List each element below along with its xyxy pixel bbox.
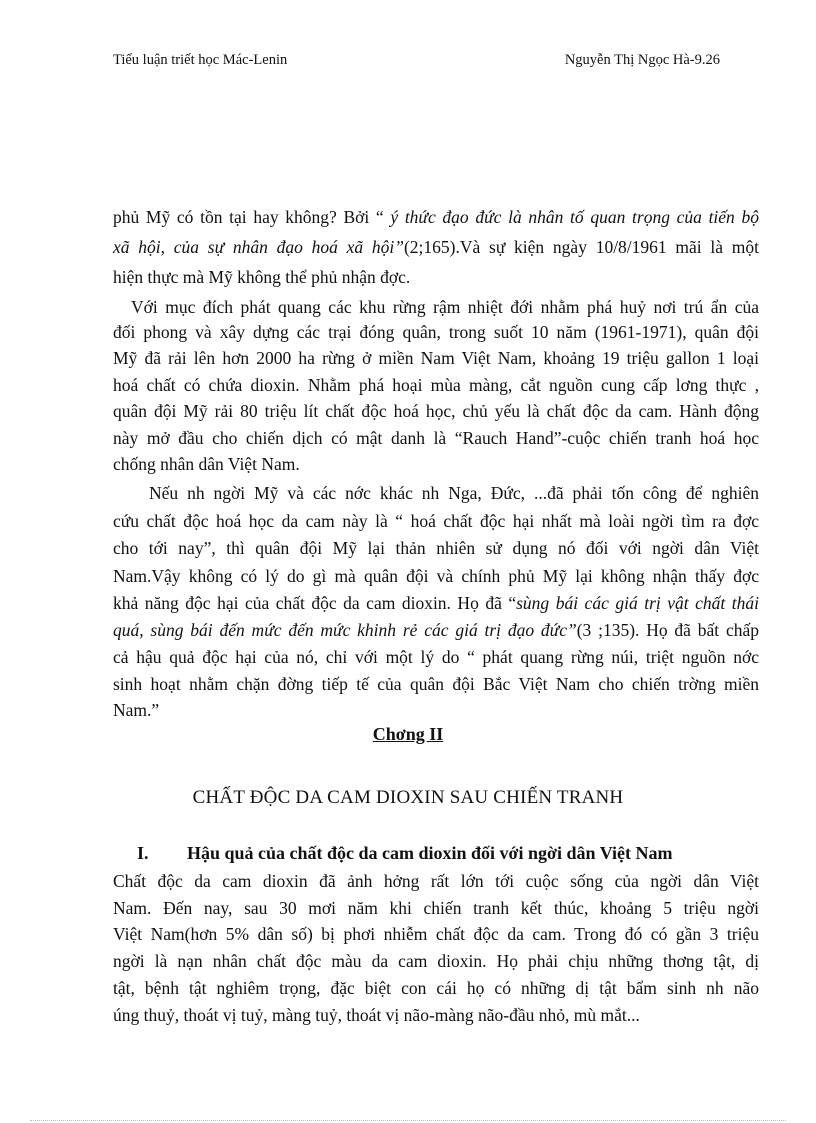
text-line: Nếu nh ngời Mỹ và các nớc khác nh Nga, Đức, ...đã phải tốn công để nghiên	[149, 483, 759, 503]
text-line: quân đội Mỹ rải 80 triệu lít chất độc hoá học, chủ yếu là chất độc da cam. Hành động	[113, 401, 759, 421]
page-bottom-divider	[30, 1120, 786, 1121]
text-line: phủ Mỹ có tồn tại hay không? Bởi “ ý thức đạo đức là nhân tố quan trọng của tiến bộ	[113, 207, 759, 227]
text-line: cứu chất độc hoá học da cam này là “ hoá chất độc hại nhất mà loài ngời tìm ra đợc	[113, 511, 759, 531]
text-line: Nam.”	[113, 700, 160, 720]
text-line: Với mục đích phát quang các khu rừng rậm nhiệt đới nhằm phá huỷ nơi trú ẩn của	[131, 297, 759, 317]
page-header	[113, 52, 720, 72]
text-line: khả năng độc hại của chất độc da cam dioxin. Họ đã “sùng bái các giá trị vật chất thái	[113, 593, 759, 613]
text-line: Chất độc da cam dioxin đã ảnh hởng rất lớn tới cuộc sống của ngời dân Việt	[113, 871, 759, 891]
section-number: I.	[137, 843, 149, 863]
text-line: chống nhân dân Việt Nam.	[113, 454, 300, 474]
chapter-title: CHẤT ĐỘC DA CAM DIOXIN SAU CHIẾN TRANH	[192, 787, 624, 808]
text-line: đối phong và xây dựng các trại đóng quân, trong suốt 10 năm (1961-1971), quân đội	[113, 322, 759, 342]
text-line: ngời là nạn nhân chất độc màu da cam dioxin. Họ phải chịu những thơng tật, dị	[113, 951, 759, 971]
text-line: này mở đầu cho chiến dịch có mật danh là “Rauch Hand”-cuộc chiến tranh hoá học	[113, 428, 759, 448]
section-heading: Hậu quả của chất độc da cam dioxin đối với ngời dân Việt Nam	[187, 843, 673, 863]
text-line: Mỹ đã rải lên hơn 2000 ha rừng ở miền Nam Việt Nam, khoảng 19 triệu gallon 1 loại	[113, 348, 759, 368]
header-author: Nguyễn Thị Ngọc Hà-9.26	[564, 52, 720, 68]
text-line: quá, sùng bái đến mức đến mức khinh rẻ các giá trị đạo đức”(3 ;135). Họ đã bất chấp	[113, 620, 759, 640]
text-line: sinh hoạt nhằm chặn đờng tiếp tế của quân đội Bắc Việt Nam cho chiến trờng miền	[113, 674, 759, 694]
text-line: hoá chất có chứa dioxin. Nhằm phá hoại mùa màng, cắt nguồn cung cấp lơng thực ,	[113, 375, 759, 395]
text-line: Việt Nam(hơn 5% dân số) bị phơi nhiễm chất độc da cam. Trong đó có gần 3 triệu	[113, 924, 759, 944]
chapter-heading: Chơng II	[372, 724, 444, 744]
header-course-title: Tiểu luận triết học Mác-Lenin	[113, 52, 288, 68]
text-line: Nam. Đến nay, sau 30 mơi năm khi chiến tranh kết thúc, khoảng 5 triệu ngời	[113, 898, 759, 918]
text-line: Nam.Vậy không có lý do gì mà quân đội và chính phủ Mỹ lại không nhận thấy đợc	[113, 566, 759, 586]
text-line: cả hậu quả độc hại của nó, chỉ với một lý do “ phát quang rừng núi, triệt nguồn nớc	[113, 647, 759, 667]
text-line: tật, bệnh tật nghiêm trọng, đặc biệt con cái họ có những dị tật bẩm sinh nh não	[113, 978, 759, 998]
text-line: úng thuỷ, thoát vị tuỷ, màng tuỷ, thoát vị não-màng não-đầu nhỏ, mù mắt...	[113, 1005, 640, 1025]
text-line: cho tới nay”, thì quân đội Mỹ lại thản nhiên sử dụng nó đối với ngời dân Việt	[113, 538, 759, 558]
text-line: hiện thực mà Mỹ không thể phủ nhận đợc.	[113, 267, 411, 287]
text-line: xã hội, của sự nhân đạo hoá xã hội”(2;165).Và sự kiện ngày 10/8/1961 mãi là một	[113, 237, 759, 257]
